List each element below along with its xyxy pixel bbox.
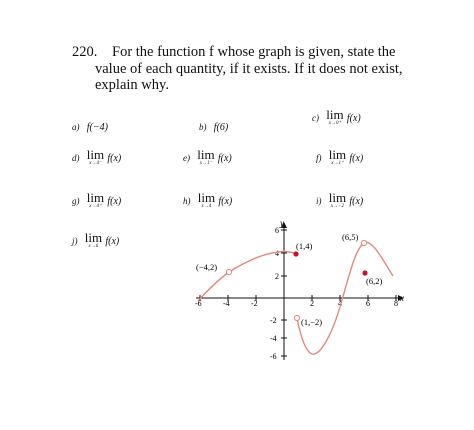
x-tick-label: 2 bbox=[310, 299, 314, 308]
limit-operator: lim x→4⁺ bbox=[86, 190, 105, 209]
part-expression: f(x) bbox=[107, 153, 122, 164]
point-label: (−4,2) bbox=[196, 262, 218, 272]
y-tick-labels bbox=[270, 226, 279, 361]
part-label: j) bbox=[72, 236, 78, 246]
limit-operator: lim x→1⁻ bbox=[197, 147, 215, 166]
point-label: (1,−2) bbox=[301, 317, 323, 327]
point-label: (6,5) bbox=[342, 232, 359, 242]
limit-operator: lim x→0⁺ bbox=[326, 107, 344, 126]
y-tick-label: -4 bbox=[270, 334, 277, 343]
filled-point bbox=[293, 251, 298, 256]
problem-line-1: For the function f whose graph is given, state the bbox=[112, 44, 396, 60]
part-expression: f(x) bbox=[107, 196, 122, 207]
y-tick-label: 4 bbox=[275, 249, 279, 258]
part-expression: f(x) bbox=[349, 153, 364, 164]
part-expression: f(x) bbox=[349, 196, 364, 207]
point-label: (1,4) bbox=[296, 241, 313, 251]
part-expression: f(x) bbox=[218, 196, 233, 207]
x-tick-label: 8 bbox=[394, 299, 398, 308]
x-tick-label: 6 bbox=[366, 299, 370, 308]
limit-operator: lim x→−2 bbox=[328, 190, 347, 209]
part-label: b) bbox=[199, 122, 207, 132]
limit-operator: lim x→1⁺ bbox=[328, 147, 347, 166]
part-label: g) bbox=[72, 196, 80, 206]
x-tick-labels bbox=[195, 299, 398, 308]
x-tick-label: -2 bbox=[251, 299, 258, 308]
y-tick-label: -6 bbox=[270, 352, 277, 361]
part-expression: f(x) bbox=[105, 236, 120, 247]
x-tick-label: -6 bbox=[195, 299, 202, 308]
part-expression: f(x) bbox=[346, 113, 361, 124]
filled-point bbox=[362, 270, 367, 275]
part-label: e) bbox=[183, 153, 190, 163]
part-label: i) bbox=[316, 196, 322, 206]
problem-line-3: explain why. bbox=[95, 77, 169, 93]
open-point bbox=[361, 240, 366, 245]
y-tick-label: 2 bbox=[275, 272, 279, 281]
problem-line-2: value of each quantity, if it exists. If it does not exist, bbox=[95, 60, 403, 77]
open-point bbox=[294, 315, 299, 320]
x-tick-label: -4 bbox=[223, 299, 230, 308]
y-tick-label: -2 bbox=[270, 316, 277, 325]
part-label: a) bbox=[72, 122, 80, 132]
limit-operator: lim x→4⁻ bbox=[86, 147, 105, 166]
open-point bbox=[226, 269, 231, 274]
part-expression: f(6) bbox=[213, 122, 229, 133]
limit-operator: lim x→4 bbox=[197, 190, 216, 209]
part-label: d) bbox=[72, 153, 80, 163]
limit-operator: lim x→6 bbox=[84, 230, 103, 249]
x-tick-label: 4 bbox=[338, 299, 342, 308]
y-tick-label: 6 bbox=[275, 226, 279, 235]
part-label: h) bbox=[183, 196, 191, 206]
x-axis-label: x bbox=[400, 293, 404, 303]
point-label: (6,2) bbox=[366, 276, 383, 286]
part-expression: f(−4) bbox=[86, 122, 108, 133]
part-expression: f(x) bbox=[217, 153, 232, 164]
y-axis-label: y bbox=[280, 218, 284, 228]
part-label: f) bbox=[316, 153, 322, 163]
problem-number: 220. bbox=[72, 44, 98, 60]
part-label: c) bbox=[312, 113, 319, 123]
